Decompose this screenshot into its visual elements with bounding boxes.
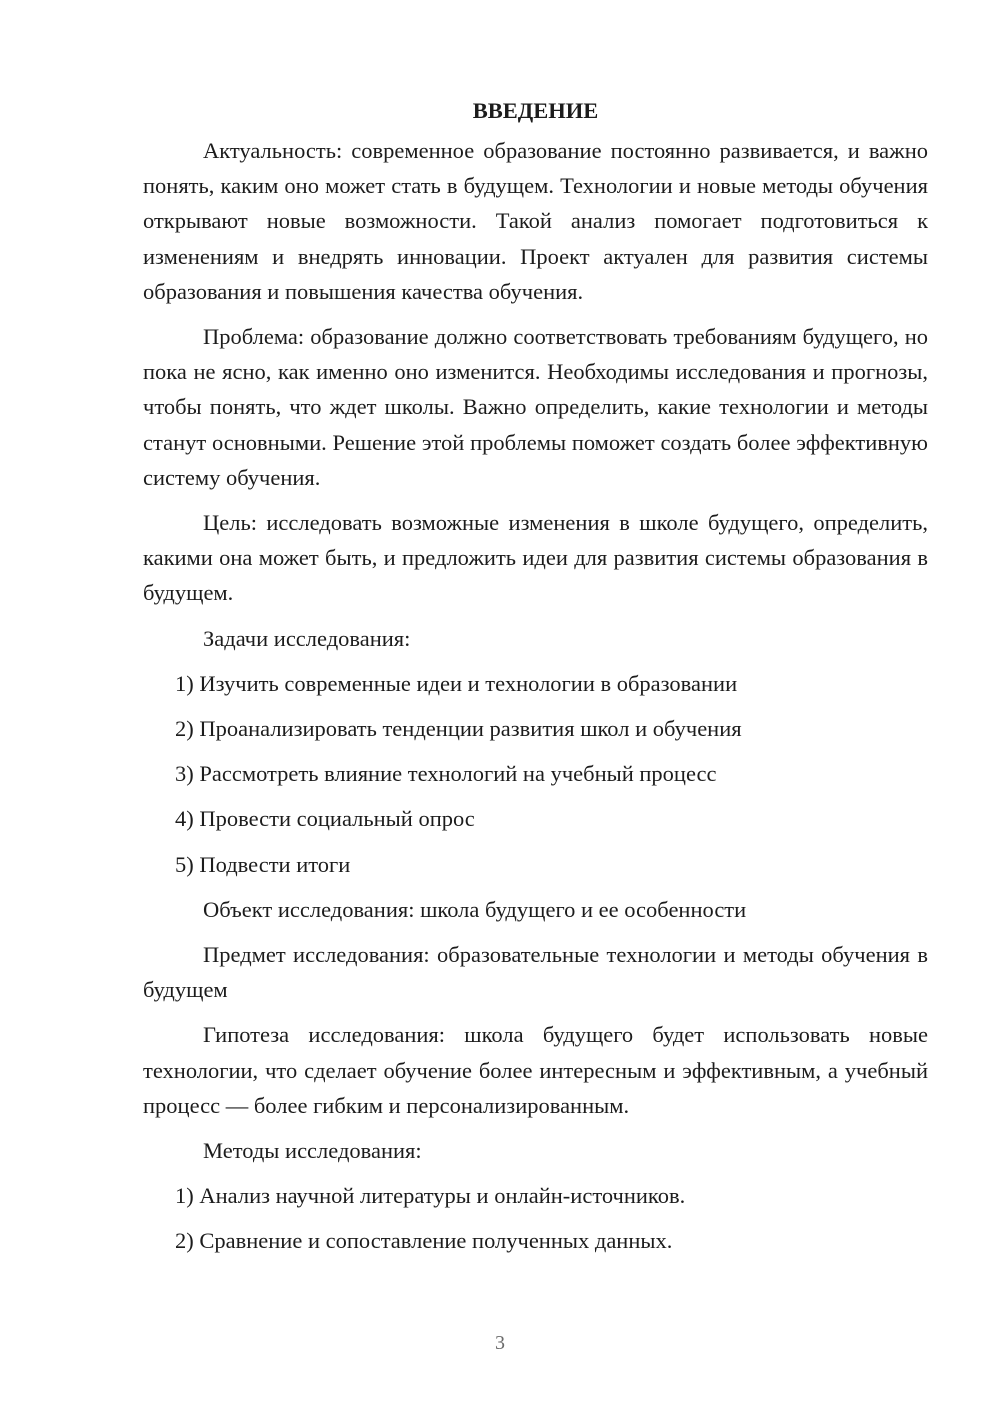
- tasks-heading: Задачи исследования:: [203, 625, 411, 651]
- list-item: 2) Сравнение и сопоставление полученных данных.: [175, 1228, 673, 1254]
- goal-paragraph: Цель: исследовать возможные изменения в школе будущего, определить, какими она может быть, и предложить идеи для развития системы образования в будущем.: [143, 510, 928, 606]
- page-number: 3: [495, 1332, 505, 1354]
- page-title: ВВЕДЕНИЕ: [472, 98, 599, 123]
- hypothesis-paragraph: Гипотеза исследования: школа будущего будет использовать новые технологии, что сделает обучение более интересным и эффективным, а учебный процесс — более гибким и персонализированным.: [143, 1022, 928, 1118]
- methods-heading: Методы исследования:: [203, 1138, 422, 1164]
- list-item: 2) Проанализировать тенденции развития школ и обучения: [175, 716, 742, 742]
- list-item: 4) Провести социальный опрос: [175, 806, 475, 832]
- list-item: 1) Анализ научной литературы и онлайн-источников.: [175, 1183, 686, 1209]
- list-item: 1) Изучить современные идеи и технологии в образовании: [175, 670, 738, 696]
- document-page: [143, 93, 928, 1269]
- list-item: 3) Рассмотреть влияние технологий на учебный процесс: [175, 761, 717, 787]
- relevance-paragraph: Актуальность: современное образование постоянно развивается, и важно понять, каким оно может стать в будущем. Технологии и новые методы обучения открывают новые возможности. Такой анализ помогает подготовиться к изменениям и внедрять инновации. Проект актуален для развития системы образования и повышения качества обучения.: [143, 138, 928, 304]
- problem-paragraph: Проблема: образование должно соответствовать требованиям будущего, но пока не ясно, как именно оно изменится. Необходимы исследования и прогнозы, чтобы понять, что ждет школы. Важно определить, какие технологии и методы станут основными. Решение этой проблемы поможет создать более эффективную систему обучения.: [143, 324, 928, 490]
- methods-list: [143, 1178, 928, 1258]
- list-item: 5) Подвести итоги: [175, 851, 351, 877]
- object-paragraph: Объект исследования: школа будущего и ее особенности: [203, 896, 747, 922]
- tasks-list: [143, 666, 928, 882]
- subject-paragraph: Предмет исследования: образовательные технологии и методы обучения в будущем: [143, 942, 928, 1003]
